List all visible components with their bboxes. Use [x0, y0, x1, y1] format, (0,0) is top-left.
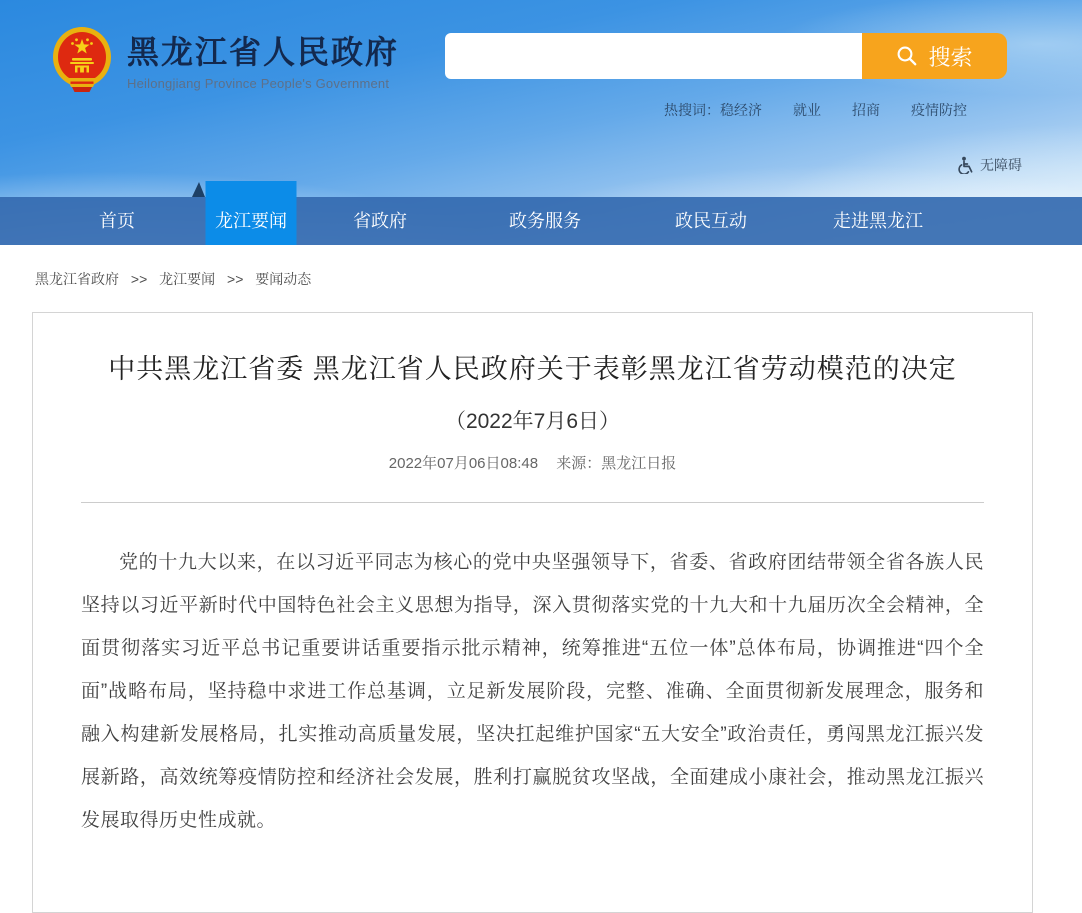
breadcrumb-separator: >> [130, 271, 148, 287]
breadcrumb [35, 269, 1082, 288]
search-input[interactable] [445, 33, 862, 79]
hot-search-item[interactable]: 招商 [852, 102, 880, 118]
search-button[interactable] [862, 33, 1007, 79]
nav-item-government-services[interactable]: 政务服务 [509, 211, 581, 231]
search-icon [896, 45, 918, 67]
hot-search-words [664, 100, 967, 120]
site-header [0, 0, 1082, 245]
search-bar [445, 33, 1007, 79]
breadcrumb-item-home[interactable]: 黑龙江省政府 [35, 271, 119, 287]
hot-search-item[interactable]: 疫情防控 [911, 102, 967, 118]
publish-time: 2022年07月06日08:48 [388, 455, 539, 472]
article-date-line: （2022年7月6日） [444, 410, 621, 433]
site-logo[interactable] [50, 26, 399, 94]
search-button-label: 搜索 [928, 44, 973, 70]
accessibility-link[interactable] [957, 155, 1022, 175]
nav-item-into-heilongjiang[interactable]: 走进黑龙江 [833, 211, 923, 231]
nav-item-home[interactable]: 首页 [99, 211, 135, 231]
mountain-decoration [192, 182, 205, 197]
article-paragraph: 党的十九大以来，在以习近平同志为核心的党中央坚强领导下，省委、省政府团结带领全省各族人民坚持以习近平新时代中国特色社会主义思想为指导，深入贯彻落实党的十九大和十九届历次全会精神，全面贯彻落实习近平总书记重要讲话重要指示批示精神，统筹推进“五位一体”总体布局，协调推进“四个全面”战略布局，坚持稳中求进工作总基调，立足新发展阶段，完整、准确、全面贯彻新发展理念，服务和融入构建新发展格局，扎实推动高质量发展，坚决扛起维护国家“五大安全”政治责任，勇闯黑龙江振兴发展新路，高效统筹疫情防控和经济社会发展，胜利打赢脱贫攻坚战，全面建成小康社会，推动黑龙江振兴发展取得历史性成就。 [81, 552, 984, 831]
article-source: 来源：黑龙江日报 [556, 455, 677, 472]
nav-item-longjiang-news[interactable]: 龙江要闻 [206, 181, 297, 245]
nav-item-provincial-government[interactable]: 省政府 [353, 211, 407, 231]
title-divider [81, 502, 984, 503]
hot-search-item[interactable]: 稳经济 [720, 102, 762, 118]
hot-search-item[interactable]: 就业 [793, 102, 821, 118]
wheelchair-icon [957, 156, 974, 174]
hot-search-label: 热搜词： [664, 102, 720, 118]
article-title: 中共黑龙江省委 黑龙江省人民政府关于表彰黑龙江省劳动模范的决定 [108, 354, 957, 384]
accessibility-label: 无障碍 [980, 157, 1022, 173]
site-title: 黑龙江省人民政府 [127, 34, 400, 70]
nav-item-public-interaction[interactable]: 政民互动 [675, 211, 747, 231]
main-navigation [0, 197, 1082, 245]
breadcrumb-item-current[interactable]: 要闻动态 [255, 271, 312, 287]
breadcrumb-separator: >> [227, 271, 244, 287]
article-meta [81, 452, 984, 473]
article-card [32, 312, 1033, 913]
breadcrumb-item-section[interactable]: 龙江要闻 [159, 271, 216, 287]
site-subtitle: Heilongjiang Province People's Government [127, 75, 390, 91]
national-emblem-icon [50, 26, 114, 94]
article-body [81, 541, 984, 842]
